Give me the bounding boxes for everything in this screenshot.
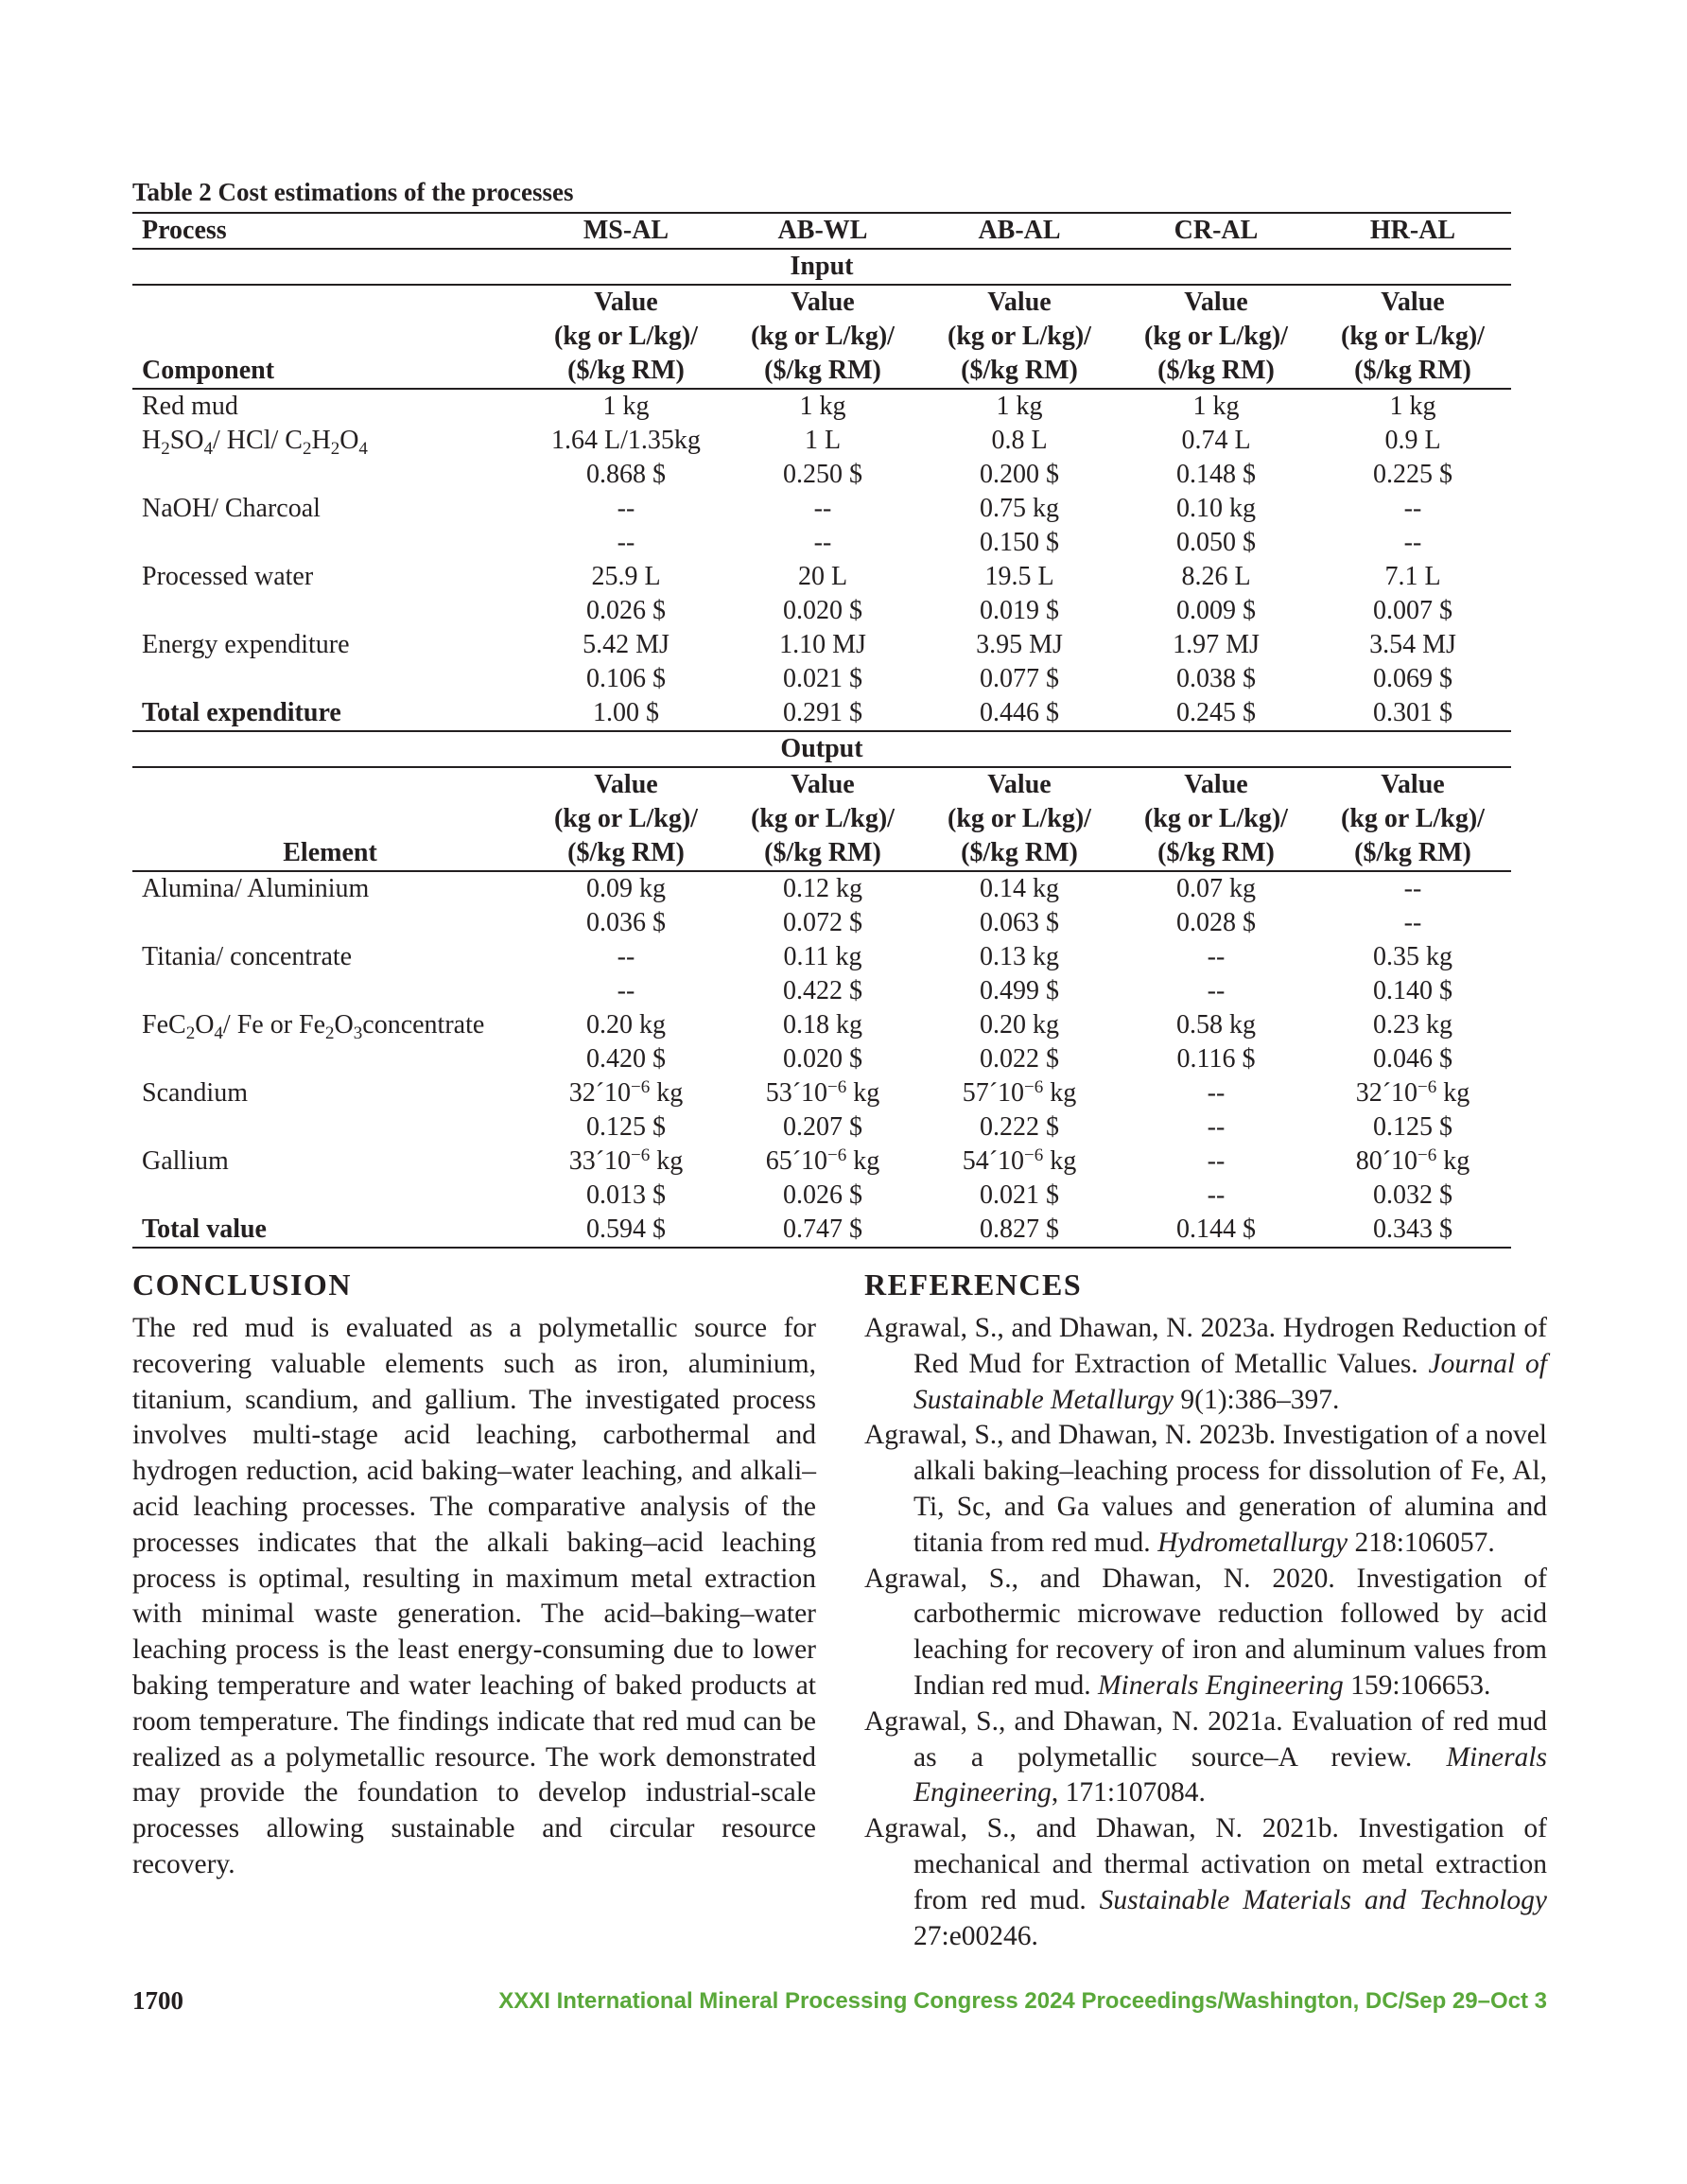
table-cell: 0.222 $ (980, 1112, 1059, 1142)
row-label (132, 1110, 528, 1144)
row-label: Red mud (142, 392, 238, 421)
reference-item: Agrawal, S., and Dhawan, N. 2021a. Evaluation of red mud as a polymetallic source–A review. Minerals Engineering, 171:107084. (864, 1705, 1547, 1808)
conclusion-heading: CONCLUSION (132, 1267, 352, 1302)
reference-item: Agrawal, S., and Dhawan, N. 2023a. Hydrogen Reduction of Red Mud for Extraction of Metallic Values. Journal of Sustainable Metallurgy 9(1):386–397. (864, 1313, 1548, 1415)
table-cell: -- (1207, 1146, 1226, 1176)
total-row (132, 1213, 1511, 1248)
row-label-header: Element (132, 767, 528, 871)
value-unit-header: Value (kg or L/kg)/ ($/kg RM) (921, 767, 1118, 871)
table-cell: 0.207 $ (783, 1112, 862, 1142)
table-row (132, 526, 1511, 560)
table-cell: 0.038 $ (1176, 664, 1256, 693)
table-cell: 0.20 kg (586, 1010, 666, 1040)
table-cell: $32´10^{-6}$ kg (568, 1077, 684, 1108)
table-cell: 8.26 L (1181, 562, 1251, 591)
table-cell: 25.9 L (591, 562, 661, 591)
row-label (132, 1179, 528, 1213)
column-header: CR-AL (1118, 213, 1314, 249)
table-cell: 0.007 $ (1373, 596, 1452, 625)
table-cell: 0.301 $ (1314, 696, 1511, 731)
table-cell: 0.20 kg (980, 1010, 1059, 1040)
table-cell: 0.106 $ (586, 664, 666, 693)
column-header: AB-WL (724, 213, 921, 249)
row-label: Alumina/ Aluminium (142, 874, 370, 903)
row-label (132, 458, 528, 492)
table-cell: 1.97 MJ (1173, 630, 1260, 659)
table-cell: 0.144 $ (1118, 1213, 1314, 1248)
table-cell: 1.64 L/1.35kg (551, 426, 701, 455)
row-label: Total expenditure (132, 696, 528, 731)
table-row (132, 560, 1511, 594)
table-cell: 0.422 $ (783, 976, 862, 1005)
column-header: AB-AL (921, 213, 1118, 249)
table-cell: 20 L (797, 562, 848, 591)
table-cell: 1 kg (996, 392, 1043, 421)
table-row (132, 871, 1511, 906)
table-cell: 0.150 $ (980, 528, 1059, 557)
table-cell: 0.250 $ (783, 460, 862, 489)
table-row (132, 662, 1511, 696)
table-cell: 0.499 $ (980, 976, 1059, 1005)
table-cell: 0.10 kg (1176, 494, 1256, 523)
row-label: Scandium (142, 1078, 248, 1108)
total-row (132, 696, 1511, 731)
table-cell: $57´10^{-6}$ kg (962, 1077, 1077, 1108)
table-cell: 0.072 $ (783, 908, 862, 937)
value-unit-header: Value (kg or L/kg)/ ($/kg RM) (724, 285, 921, 389)
table-cell: 0.747 $ (724, 1213, 921, 1248)
table-cell: -- (1403, 908, 1422, 937)
table-cell: -- (1207, 976, 1226, 1005)
row-label (132, 974, 528, 1008)
references-list (864, 1311, 1547, 1954)
value-unit-header: Value (kg or L/kg)/ ($/kg RM) (1314, 285, 1511, 389)
value-unit-header: Value (kg or L/kg)/ ($/kg RM) (921, 285, 1118, 389)
table-cell: -- (617, 976, 635, 1005)
row-label: Titania/ concentrate (142, 942, 353, 971)
table-cell: 0.148 $ (1176, 460, 1256, 489)
value-unit-header: Value (kg or L/kg)/ ($/kg RM) (724, 767, 921, 871)
table-cell: -- (813, 528, 832, 557)
table-row (132, 1076, 1511, 1110)
table-cell: 0.020 $ (783, 596, 862, 625)
table-cell: -- (1403, 874, 1422, 903)
value-unit-header: Value (kg or L/kg)/ ($/kg RM) (528, 767, 724, 871)
row-label (132, 662, 528, 696)
table-cell: 0.021 $ (980, 1180, 1059, 1210)
table-cell: 0.420 $ (586, 1044, 666, 1074)
table-cell: $33´10^{-6}$ kg (568, 1145, 684, 1176)
table-cell: 0.116 $ (1176, 1044, 1256, 1074)
page-number: 1700 (132, 1986, 183, 2015)
table-cell: 0.23 kg (1373, 1010, 1452, 1040)
table-cell: 0.125 $ (1373, 1112, 1452, 1142)
references-section (864, 1266, 1547, 1954)
reference-item: Agrawal, S., and Dhawan, N. 2023b. Investigation of a novel alkali baking–leaching process for dissolution of Fe, Al, Ti, Sc, and Ga values and generation of alumina and titania from red mud. Hydrometallurgy 218:106057. (864, 1420, 1547, 1558)
table-cell: -- (617, 942, 635, 971)
table-row (132, 940, 1511, 974)
table-cell: 19.5 L (984, 562, 1054, 591)
table-cell: 0.050 $ (1176, 528, 1256, 557)
table-row (132, 1008, 1511, 1042)
table-cell: 0.12 kg (783, 874, 862, 903)
table-cell: 3.54 MJ (1369, 630, 1456, 659)
table-cell: 0.18 kg (783, 1010, 862, 1040)
table-cell: -- (1403, 494, 1422, 523)
input-value-header-row (132, 285, 1511, 389)
row-label: Processed water (142, 562, 314, 591)
table-cell: 0.291 $ (724, 696, 921, 731)
output-label: Output (132, 731, 1511, 767)
table-cell: 0.13 kg (980, 942, 1059, 971)
table-cell: 1.10 MJ (779, 630, 866, 659)
cost-table (132, 212, 1511, 1249)
table-cell: 0.022 $ (980, 1044, 1059, 1074)
table-cell: 0.021 $ (783, 664, 862, 693)
row-label: $FeC_2O_4/$ Fe or $Fe_2O_3concentrate$ (142, 1010, 485, 1043)
output-section-row (132, 731, 1511, 767)
table-cell: -- (1207, 1180, 1226, 1210)
table-cell: 0.868 $ (586, 460, 666, 489)
table-row (132, 1179, 1511, 1213)
table-cell: 0.063 $ (980, 908, 1059, 937)
output-value-header-row (132, 767, 1511, 871)
table-cell: 0.245 $ (1118, 696, 1314, 731)
table-cell: 0.9 L (1384, 426, 1441, 455)
value-unit-header: Value (kg or L/kg)/ ($/kg RM) (1314, 767, 1511, 871)
table-cell: 0.028 $ (1176, 908, 1256, 937)
table-cell: 0.069 $ (1373, 664, 1452, 693)
table-cell: 0.077 $ (980, 664, 1059, 693)
table-cell: 7.1 L (1384, 562, 1441, 591)
table-cell: 0.013 $ (586, 1180, 666, 1210)
table-cell: 0.032 $ (1373, 1180, 1452, 1210)
input-label: Input (132, 249, 1511, 285)
table-cell: 0.020 $ (783, 1044, 862, 1074)
table-cell: 1 kg (799, 392, 846, 421)
table-cell: -- (617, 528, 635, 557)
table-row (132, 906, 1511, 940)
table-cell: -- (1403, 528, 1422, 557)
table-cell: 0.026 $ (586, 596, 666, 625)
table-cell: 0.019 $ (980, 596, 1059, 625)
table-cell: 3.95 MJ (976, 630, 1063, 659)
footer-text: XXXI International Mineral Processing Congress 2024 Proceedings/Washington, DC/Sep 29–Oct 3 (498, 1988, 1547, 2014)
table-row (132, 974, 1511, 1008)
column-header: MS-AL (528, 213, 724, 249)
table-cell: 0.14 kg (980, 874, 1059, 903)
table-cell: 1 kg (1192, 392, 1240, 421)
table-cell: $65´10^{-6}$ kg (765, 1145, 880, 1176)
table-row (132, 1110, 1511, 1144)
table-row (132, 1144, 1511, 1179)
table-cell: 0.58 kg (1176, 1010, 1256, 1040)
row-label (132, 526, 528, 560)
table-cell: 0.200 $ (980, 460, 1059, 489)
column-header: HR-AL (1314, 213, 1511, 249)
reference-item: Agrawal, S., and Dhawan, N. 2020. Investigation of carbothermic microwave reduction followed by acid leaching for recovery of iron and aluminum values from Indian red mud. Minerals Engineering 159:106653. (864, 1563, 1547, 1701)
conclusion-text: The red mud is evaluated as a polymetallic source for recovering valuable elements such as iron, aluminium, titanium, scandium, and gallium. The investigated process involves multi-stage acid leaching, carbothermal and hydrogen reduction, acid baking–water leaching, and alkali–acid leaching processes. The comparative analysis of the processes indicates that the alkali baking–acid leaching process is optimal, resulting in maximum metal extraction with minimal waste generation. The acid–baking–water leaching process is the least energy-consuming due to lower baking temperature and water leaching of baked products at room temperature. The findings indicate that red mud can be realized as a polymetallic resource. The work demonstrated may provide the foundation to develop industrial-scale processes allowing sustainable and circular resource recovery. (132, 1313, 816, 1879)
row-label: NaOH/ Charcoal (142, 494, 321, 523)
table-cell: 1 kg (602, 392, 650, 421)
table-cell: 0.594 $ (528, 1213, 724, 1248)
table-cell: 1.00 $ (528, 696, 724, 731)
table-cell: -- (1207, 942, 1226, 971)
reference-item: Agrawal, S., and Dhawan, N. 2021b. Investigation of mechanical and thermal activation on metal extraction from red mud. Sustainable Materials and Technology 27:e00246. (864, 1813, 1547, 1951)
value-unit-header: Value (kg or L/kg)/ ($/kg RM) (528, 285, 724, 389)
table-cell: 0.8 L (991, 426, 1048, 455)
table-row (132, 1042, 1511, 1076)
table-cell: 0.35 kg (1373, 942, 1452, 971)
conclusion-section (132, 1266, 816, 1883)
table-cell: 0.343 $ (1314, 1213, 1511, 1248)
table-row (132, 458, 1511, 492)
table-cell: $32´10^{-6}$ kg (1355, 1077, 1470, 1108)
value-unit-header: Value (kg or L/kg)/ ($/kg RM) (1118, 767, 1314, 871)
row-label: $H_2SO_4/$ HCl/ $C_2H_2O_4$ (142, 426, 368, 459)
references-heading: REFERENCES (864, 1267, 1083, 1302)
table-header-row (132, 213, 1511, 249)
table-row (132, 424, 1511, 458)
process-header: Process (132, 213, 528, 249)
table-cell: 0.225 $ (1373, 460, 1452, 489)
table-cell: 0.009 $ (1176, 596, 1256, 625)
row-label: Energy expenditure (142, 630, 350, 659)
table-cell: -- (1207, 1078, 1226, 1108)
table-row (132, 628, 1511, 662)
table-cell: 0.046 $ (1373, 1044, 1452, 1074)
table-cell: 0.827 $ (921, 1213, 1118, 1248)
table-cell: 0.09 kg (586, 874, 666, 903)
table-caption: Table 2 Cost estimations of the processes (132, 178, 574, 206)
table-cell: 1 kg (1389, 392, 1436, 421)
table-row (132, 389, 1511, 424)
table-cell: $54´10^{-6}$ kg (962, 1145, 1077, 1176)
table-cell: $53´10^{-6}$ kg (765, 1077, 880, 1108)
input-section-row (132, 249, 1511, 285)
table-cell: 5.42 MJ (583, 630, 670, 659)
value-unit-header: Value (kg or L/kg)/ ($/kg RM) (1118, 285, 1314, 389)
row-label (132, 906, 528, 940)
row-label (132, 594, 528, 628)
table-cell: 1 L (804, 426, 842, 455)
table-row (132, 492, 1511, 526)
table-cell: 0.036 $ (586, 908, 666, 937)
row-label (132, 1042, 528, 1076)
table-cell: -- (617, 494, 635, 523)
table-cell: -- (1207, 1112, 1226, 1142)
table-cell: 0.74 L (1181, 426, 1251, 455)
table-cell: 0.026 $ (783, 1180, 862, 1210)
row-label-header: Component (132, 285, 528, 389)
table-cell: 0.75 kg (980, 494, 1059, 523)
table-cell: 0.446 $ (921, 696, 1118, 731)
table-cell: 0.07 kg (1176, 874, 1256, 903)
table-cell: 0.140 $ (1373, 976, 1452, 1005)
table-cell: -- (813, 494, 832, 523)
row-label: Gallium (142, 1146, 229, 1176)
table-cell: 0.125 $ (586, 1112, 666, 1142)
table-cell: 0.11 kg (783, 942, 862, 971)
table-cell: $80´10^{-6}$ kg (1355, 1145, 1470, 1176)
table-row (132, 594, 1511, 628)
row-label: Total value (132, 1213, 528, 1248)
